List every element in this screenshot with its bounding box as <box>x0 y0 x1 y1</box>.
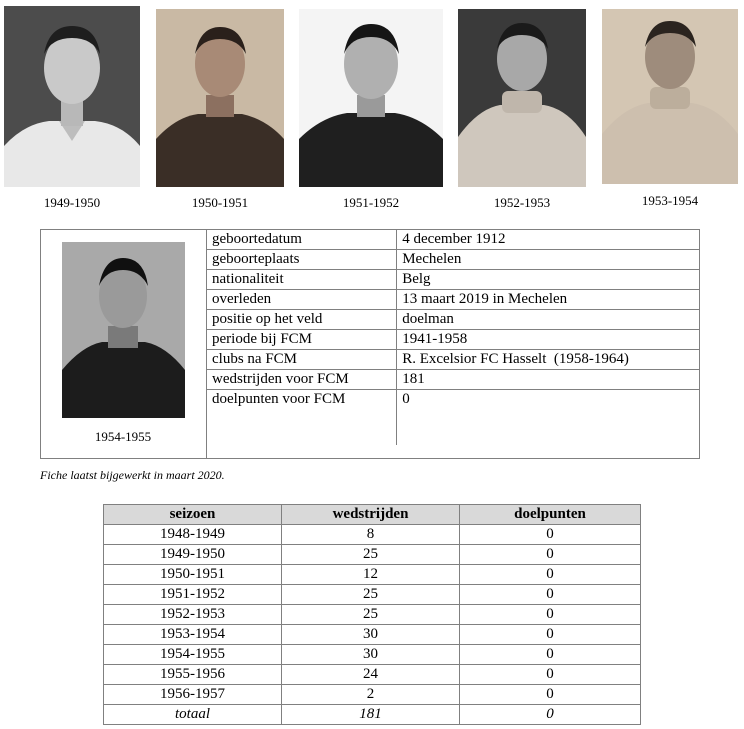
season-cell: 1949-1950 <box>104 545 282 565</box>
info-row <box>207 270 700 290</box>
info-row <box>207 330 700 350</box>
photo-caption: 1954-1955 <box>94 429 152 444</box>
goals-cell: 0 <box>460 565 641 585</box>
info-key: positie op het veld <box>207 310 397 330</box>
season-cell: 1955-1956 <box>104 665 282 685</box>
info-row <box>207 310 700 330</box>
table-row <box>104 605 641 625</box>
column-header-matches: wedstrijden <box>282 505 460 525</box>
season-cell: 1951-1952 <box>104 585 282 605</box>
total-label: totaal <box>104 705 282 725</box>
info-value: 4 december 1912 <box>397 230 699 250</box>
info-key: geboortedatum <box>207 230 397 250</box>
info-key: geboorteplaats <box>207 250 397 270</box>
photo-caption: 1953-1954 <box>641 193 699 208</box>
column-header-season: seizoen <box>104 505 282 525</box>
season-cell: 1954-1955 <box>104 645 282 665</box>
goals-cell: 0 <box>460 525 641 545</box>
portrait-photo-1954-1955 <box>62 242 185 418</box>
portrait-photo-1953-1954 <box>602 9 738 184</box>
info-key: periode bij FCM <box>207 330 397 350</box>
player-info-box <box>40 229 700 459</box>
matches-cell: 25 <box>282 545 460 565</box>
info-row <box>207 290 700 310</box>
table-row <box>104 525 641 545</box>
portrait-photo-1952-1953 <box>458 9 586 187</box>
table-row <box>104 645 641 665</box>
goals-cell: 0 <box>460 545 641 565</box>
goals-cell: 0 <box>460 605 641 625</box>
table-row <box>104 625 641 645</box>
info-row <box>207 390 700 446</box>
table-row <box>104 685 641 705</box>
season-cell: 1952-1953 <box>104 605 282 625</box>
season-stats-table <box>103 504 641 725</box>
info-key: overleden <box>207 290 397 310</box>
total-goals: 0 <box>460 705 641 725</box>
matches-cell: 25 <box>282 605 460 625</box>
photo-caption: 1951-1952 <box>342 195 400 210</box>
matches-cell: 30 <box>282 645 460 665</box>
matches-cell: 12 <box>282 565 460 585</box>
info-row <box>207 230 700 250</box>
info-key: doelpunten voor FCM <box>207 390 397 446</box>
matches-cell: 30 <box>282 625 460 645</box>
last-updated-note: Fiche laatst bijgewerkt in maart 2020. <box>40 468 225 482</box>
info-key: clubs na FCM <box>207 350 397 370</box>
photo-caption: 1952-1953 <box>493 195 551 210</box>
info-row <box>207 350 700 370</box>
portrait-photo-1949-1950 <box>4 6 140 187</box>
info-key: nationaliteit <box>207 270 397 290</box>
info-row <box>207 250 700 270</box>
stats-header-row <box>104 505 641 525</box>
goals-cell: 0 <box>460 625 641 645</box>
goals-cell: 0 <box>460 665 641 685</box>
goals-cell: 0 <box>460 585 641 605</box>
info-value: doelman <box>397 310 699 330</box>
season-cell: 1950-1951 <box>104 565 282 585</box>
table-row <box>104 585 641 605</box>
info-value: 181 <box>397 370 699 390</box>
goals-cell: 0 <box>460 685 641 705</box>
matches-cell: 24 <box>282 665 460 685</box>
info-key: wedstrijden voor FCM <box>207 370 397 390</box>
info-value: Belg <box>397 270 699 290</box>
photo-caption: 1949-1950 <box>43 195 101 210</box>
info-value: 0 <box>397 390 699 446</box>
player-info-table <box>206 230 699 445</box>
total-matches: 181 <box>282 705 460 725</box>
goals-cell: 0 <box>460 645 641 665</box>
season-cell: 1953-1954 <box>104 625 282 645</box>
info-value: Mechelen <box>397 250 699 270</box>
portrait-photo-1950-1951 <box>156 9 284 187</box>
column-header-goals: doelpunten <box>460 505 641 525</box>
info-photo-cell <box>41 230 207 458</box>
info-row <box>207 370 700 390</box>
matches-cell: 2 <box>282 685 460 705</box>
portrait-photo-1951-1952 <box>299 9 443 187</box>
table-row <box>104 665 641 685</box>
total-row <box>104 705 641 725</box>
matches-cell: 8 <box>282 525 460 545</box>
info-value: R. Excelsior FC Hasselt (1958-1964) <box>397 350 699 370</box>
season-cell: 1956-1957 <box>104 685 282 705</box>
info-value: 13 maart 2019 in Mechelen <box>397 290 699 310</box>
season-cell: 1948-1949 <box>104 525 282 545</box>
table-row <box>104 565 641 585</box>
matches-cell: 25 <box>282 585 460 605</box>
table-row <box>104 545 641 565</box>
photo-caption: 1950-1951 <box>191 195 249 210</box>
info-value: 1941-1958 <box>397 330 699 350</box>
